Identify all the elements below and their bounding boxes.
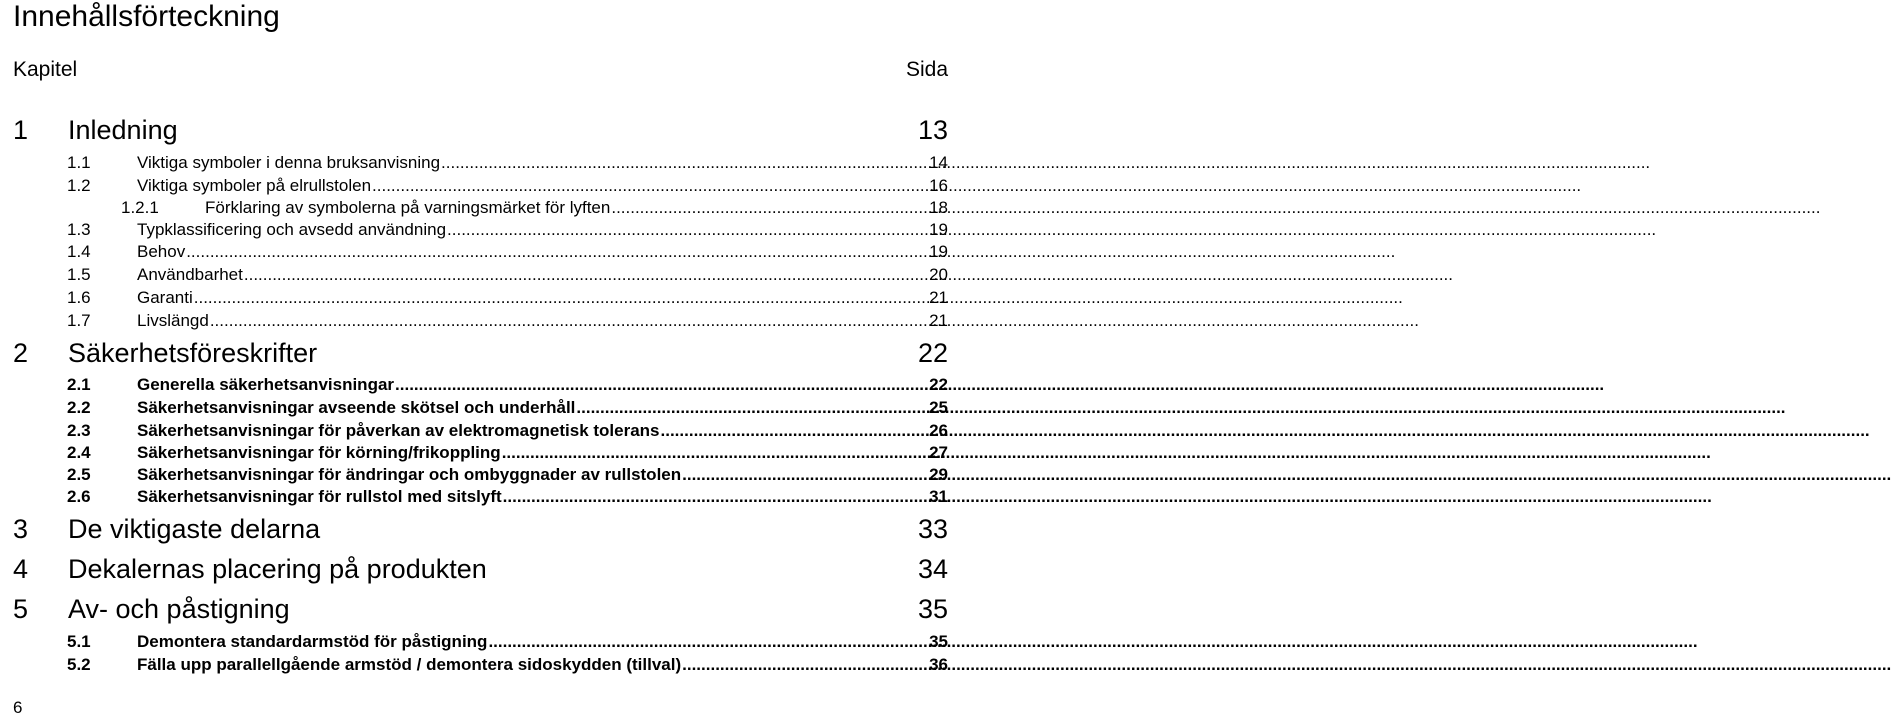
entry-page: 21 [929, 288, 948, 307]
entry-number: 1.5 [67, 265, 91, 284]
dot-leader [611, 197, 928, 218]
dot-leader [441, 152, 928, 173]
entry-title: Viktiga symboler i denna bruksanvisning [137, 153, 441, 172]
toc-entry[interactable] [67, 654, 948, 675]
toc-entry[interactable] [121, 197, 948, 218]
toc-entry[interactable] [67, 420, 948, 441]
toc-entry[interactable] [67, 264, 948, 285]
chapter-title: Av- och påstigning [68, 594, 290, 624]
entry-title: Typklassificering och avsedd användning [137, 220, 447, 239]
page-column-header: Sida [905, 58, 948, 81]
entry-title: Demontera standardarmstöd för påstigning [137, 632, 488, 651]
chapter-title: Inledning [68, 115, 178, 145]
entry-title: Säkerhetsanvisningar avseende skötsel och underhåll [137, 398, 576, 417]
toc-entry[interactable] [67, 310, 948, 331]
toc-chapter[interactable] [13, 113, 948, 147]
entry-title: Säkerhetsanvisningar för rullstol med sitslyft [137, 487, 502, 506]
chapter-column-header: Kapitel [13, 58, 78, 81]
entry-title: Viktiga symboler på elrullstolen [137, 176, 372, 195]
entry-number: 5.2 [67, 655, 91, 674]
chapter-number: 3 [13, 514, 29, 544]
chapter-number: 1 [13, 115, 29, 145]
dot-leader [576, 397, 928, 418]
dot-leader [682, 654, 928, 675]
entry-page: 26 [929, 421, 948, 440]
toc-entry[interactable] [67, 397, 948, 418]
dot-leader [661, 420, 929, 441]
entry-number: 1.2.1 [121, 198, 159, 217]
chapter-page: 33 [917, 514, 948, 544]
dot-leader [194, 287, 928, 308]
dot-leader [503, 486, 928, 507]
entry-number: 1.7 [67, 311, 91, 330]
dot-leader [447, 219, 928, 240]
entry-page: 16 [929, 176, 948, 195]
entry-title: Förklaring av symbolerna på varningsmärket för lyften [205, 198, 611, 217]
entry-number: 1.3 [67, 220, 91, 239]
entry-page: 19 [929, 220, 948, 239]
dot-leader [186, 241, 928, 262]
chapter-title: Säkerhetsföreskrifter [68, 338, 318, 368]
chapter-page: 34 [917, 554, 948, 584]
entry-page: 25 [929, 398, 948, 417]
dot-leader [395, 374, 928, 395]
toc-entry[interactable] [67, 219, 948, 240]
entry-page: 27 [929, 443, 948, 462]
dot-leader [488, 631, 928, 652]
entry-title: Behov [137, 242, 186, 261]
entry-page: 14 [929, 153, 948, 172]
entry-number: 1.2 [67, 176, 91, 195]
chapter-title: Dekalernas placering på produkten [68, 554, 487, 584]
entry-page: 19 [929, 242, 948, 261]
toc-chapter[interactable] [13, 512, 948, 546]
entry-title: Generella säkerhetsanvisningar [137, 375, 395, 394]
dot-leader [682, 464, 928, 485]
entry-title: Användbarhet [137, 265, 243, 284]
toc-entry[interactable] [67, 631, 948, 652]
chapter-title: De viktigaste delarna [68, 514, 321, 544]
entry-title: Livslängd [137, 311, 209, 330]
dot-leader [210, 310, 928, 331]
entry-number: 2.4 [67, 443, 91, 462]
entry-title: Säkerhetsanvisningar för ändringar och ombyggnader av rullstolen [137, 465, 682, 484]
dot-leader [502, 442, 928, 463]
entry-number: 1.6 [67, 288, 91, 307]
toc-entry[interactable] [67, 175, 948, 196]
entry-number: 2.1 [67, 375, 91, 394]
entry-page: 21 [929, 311, 948, 330]
chapter-number: 2 [13, 338, 29, 368]
entry-page: 29 [929, 465, 948, 484]
entry-page: 31 [929, 487, 948, 506]
toc-entry[interactable] [67, 287, 948, 308]
toc-entry[interactable] [67, 442, 948, 463]
entry-title: Fälla upp parallellgående armstöd / demontera sidoskydden (tillval) [137, 655, 682, 674]
entry-number: 2.3 [67, 421, 91, 440]
entry-number: 2.5 [67, 465, 91, 484]
toc-chapter[interactable] [13, 592, 948, 626]
toc-entry[interactable] [67, 464, 948, 485]
doc-title: Innehållsförteckning [13, 0, 280, 33]
entry-number: 2.2 [67, 398, 91, 417]
entry-page: 36 [929, 655, 948, 674]
chapter-page: 22 [917, 338, 948, 368]
dot-leader [372, 175, 928, 196]
chapter-number: 5 [13, 594, 29, 624]
toc-chapter[interactable] [13, 552, 948, 586]
toc-chapter[interactable] [13, 336, 948, 370]
chapter-page: 13 [917, 115, 948, 145]
entry-number: 1.1 [67, 153, 91, 172]
toc-entry[interactable] [67, 486, 948, 507]
toc-entry[interactable] [67, 152, 948, 173]
entry-page: 22 [929, 375, 948, 394]
chapter-page: 35 [917, 594, 948, 624]
entry-page: 35 [929, 632, 948, 651]
entry-title: Säkerhetsanvisningar för körning/frikoppling [137, 443, 501, 462]
entry-number: 1.4 [67, 242, 91, 261]
entry-number: 2.6 [67, 487, 91, 506]
toc-entry[interactable] [67, 241, 948, 262]
toc-entry[interactable] [67, 374, 948, 395]
chapter-number: 4 [13, 554, 29, 584]
entry-title: Säkerhetsanvisningar för påverkan av elektromagnetisk tolerans [137, 421, 660, 440]
entry-page: 18 [929, 198, 948, 217]
entry-page: 20 [929, 265, 948, 284]
entry-number: 5.1 [67, 632, 91, 651]
entry-title: Garanti [137, 288, 193, 307]
dot-leader [244, 264, 928, 285]
page-number: 6 [13, 698, 23, 717]
